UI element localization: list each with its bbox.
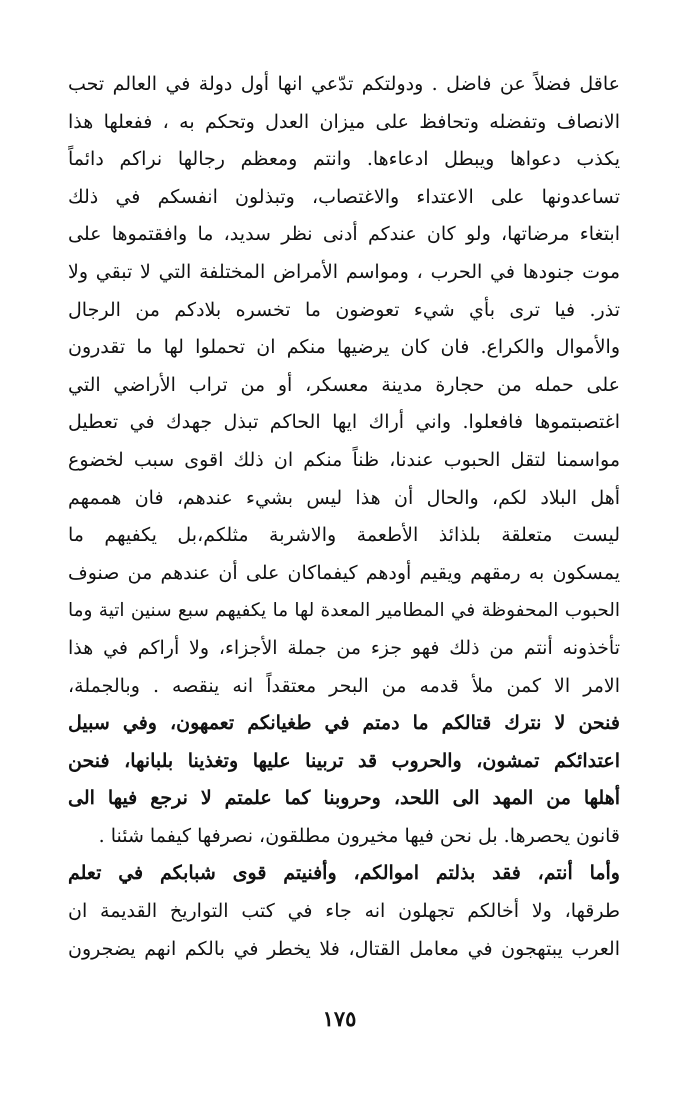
text-line: قانون يحصرها. بل نحن فيها مخيرون مطلقون، نصرفها كيفما شئنا .: [98, 824, 620, 847]
text-line: طرقها، ولا أخالكم تجهلون انه جاء في كتب التواريخ القديمة ان: [68, 900, 620, 923]
text-line: على حمله من حجارة مدينة معسكر، أو من تراب الأراضي التي: [68, 373, 620, 396]
text-line: تذر. فيا ترى بأي شيء تعوضون ما تخسره بلادكم من الرجال: [68, 298, 620, 321]
text-line: ابتغاء مرضاتها، ولو كان عندكم أدنى نظر سديد، ما وافقتموها على: [68, 223, 620, 246]
text-line: والأموال والكراع. فان كان يرضيها منكم ان تحملوا لها ما تقدرون: [68, 336, 620, 359]
text-line: عاقل فضلاً عن فاضل . ودولتكم تدّعي انها أول دولة في العالم تحب: [68, 73, 620, 95]
body-text: [68, 66, 620, 968]
text-line: موت جنودها في الحرب ، ومواسم الأمراض المختلفة التي لا تبقي ولا: [68, 260, 620, 283]
text-line: يمسكون به رمقهم ويقيم أودهم كيفماكان على أن عندهم من صنوف: [68, 561, 620, 584]
text-line: وأما أنتم، فقد بذلتم اموالكم، وأفنيتم قوى شبابكم في تعلم: [68, 862, 620, 885]
text-line: أهل البلاد لكم، والحال أن هذا ليس بشيء عندهم، فان هممهم: [68, 486, 620, 509]
text-line: اغتصبتموها فافعلوا. واني أراك ايها الحاكم تبذل جهدك في تعطيل: [68, 411, 620, 434]
text-line: الانصاف وتفضله وتحافظ على ميزان العدل وتحكم به ، ففعلها هذا: [68, 110, 620, 133]
text-line: تأخذونه أنتم من ذلك فهو جزء من جملة الأجزاء، ولا أراكم في هذا: [68, 636, 620, 659]
text-line: الحبوب المحفوظة في المطامير المعدة لها ما يكفيهم سبع سنين اتية وما: [68, 600, 620, 622]
text-line: ليست متعلقة بلذائذ الأطعمة والاشربة مثلكم،بل يكفيهم ما: [68, 524, 620, 547]
document-page: [68, 66, 620, 1096]
page-number: ١٧٥: [322, 1006, 357, 1031]
text-line: العرب يبتهجون في معامل القتال، فلا يخطر في بالكم انهم يضجرون: [68, 937, 620, 960]
text-line: اعتدائكم تمشون، والحروب قد تربينا عليها وتغذينا بلبانها، فنحن: [68, 749, 620, 772]
text-line: تساعدونها على الاعتداء والاغتصاب، وتبذلون انفسكم في ذلك: [68, 185, 620, 208]
text-line: مواسمنا لتقل الحبوب عندنا، ظناً منكم ان ذلك اقوى سبب لخضوع: [68, 448, 620, 471]
text-line: فنحن لا نترك قتالكم ما دمتم في طغيانكم تعمهون، وفي سبيل: [68, 712, 620, 735]
text-line: يكذب دعواها ويبطل ادعاءها. وانتم ومعظم رجالها نراكم دائماً: [68, 148, 620, 171]
text-line: الامر الا كمن ملأ قدمه من البحر معتقداً انه ينقصه . وبالجملة،: [68, 674, 620, 697]
text-line: أهلها من المهد الى اللحد، وحروبنا كما علمتم لا نرجع فيها الى: [68, 787, 620, 810]
